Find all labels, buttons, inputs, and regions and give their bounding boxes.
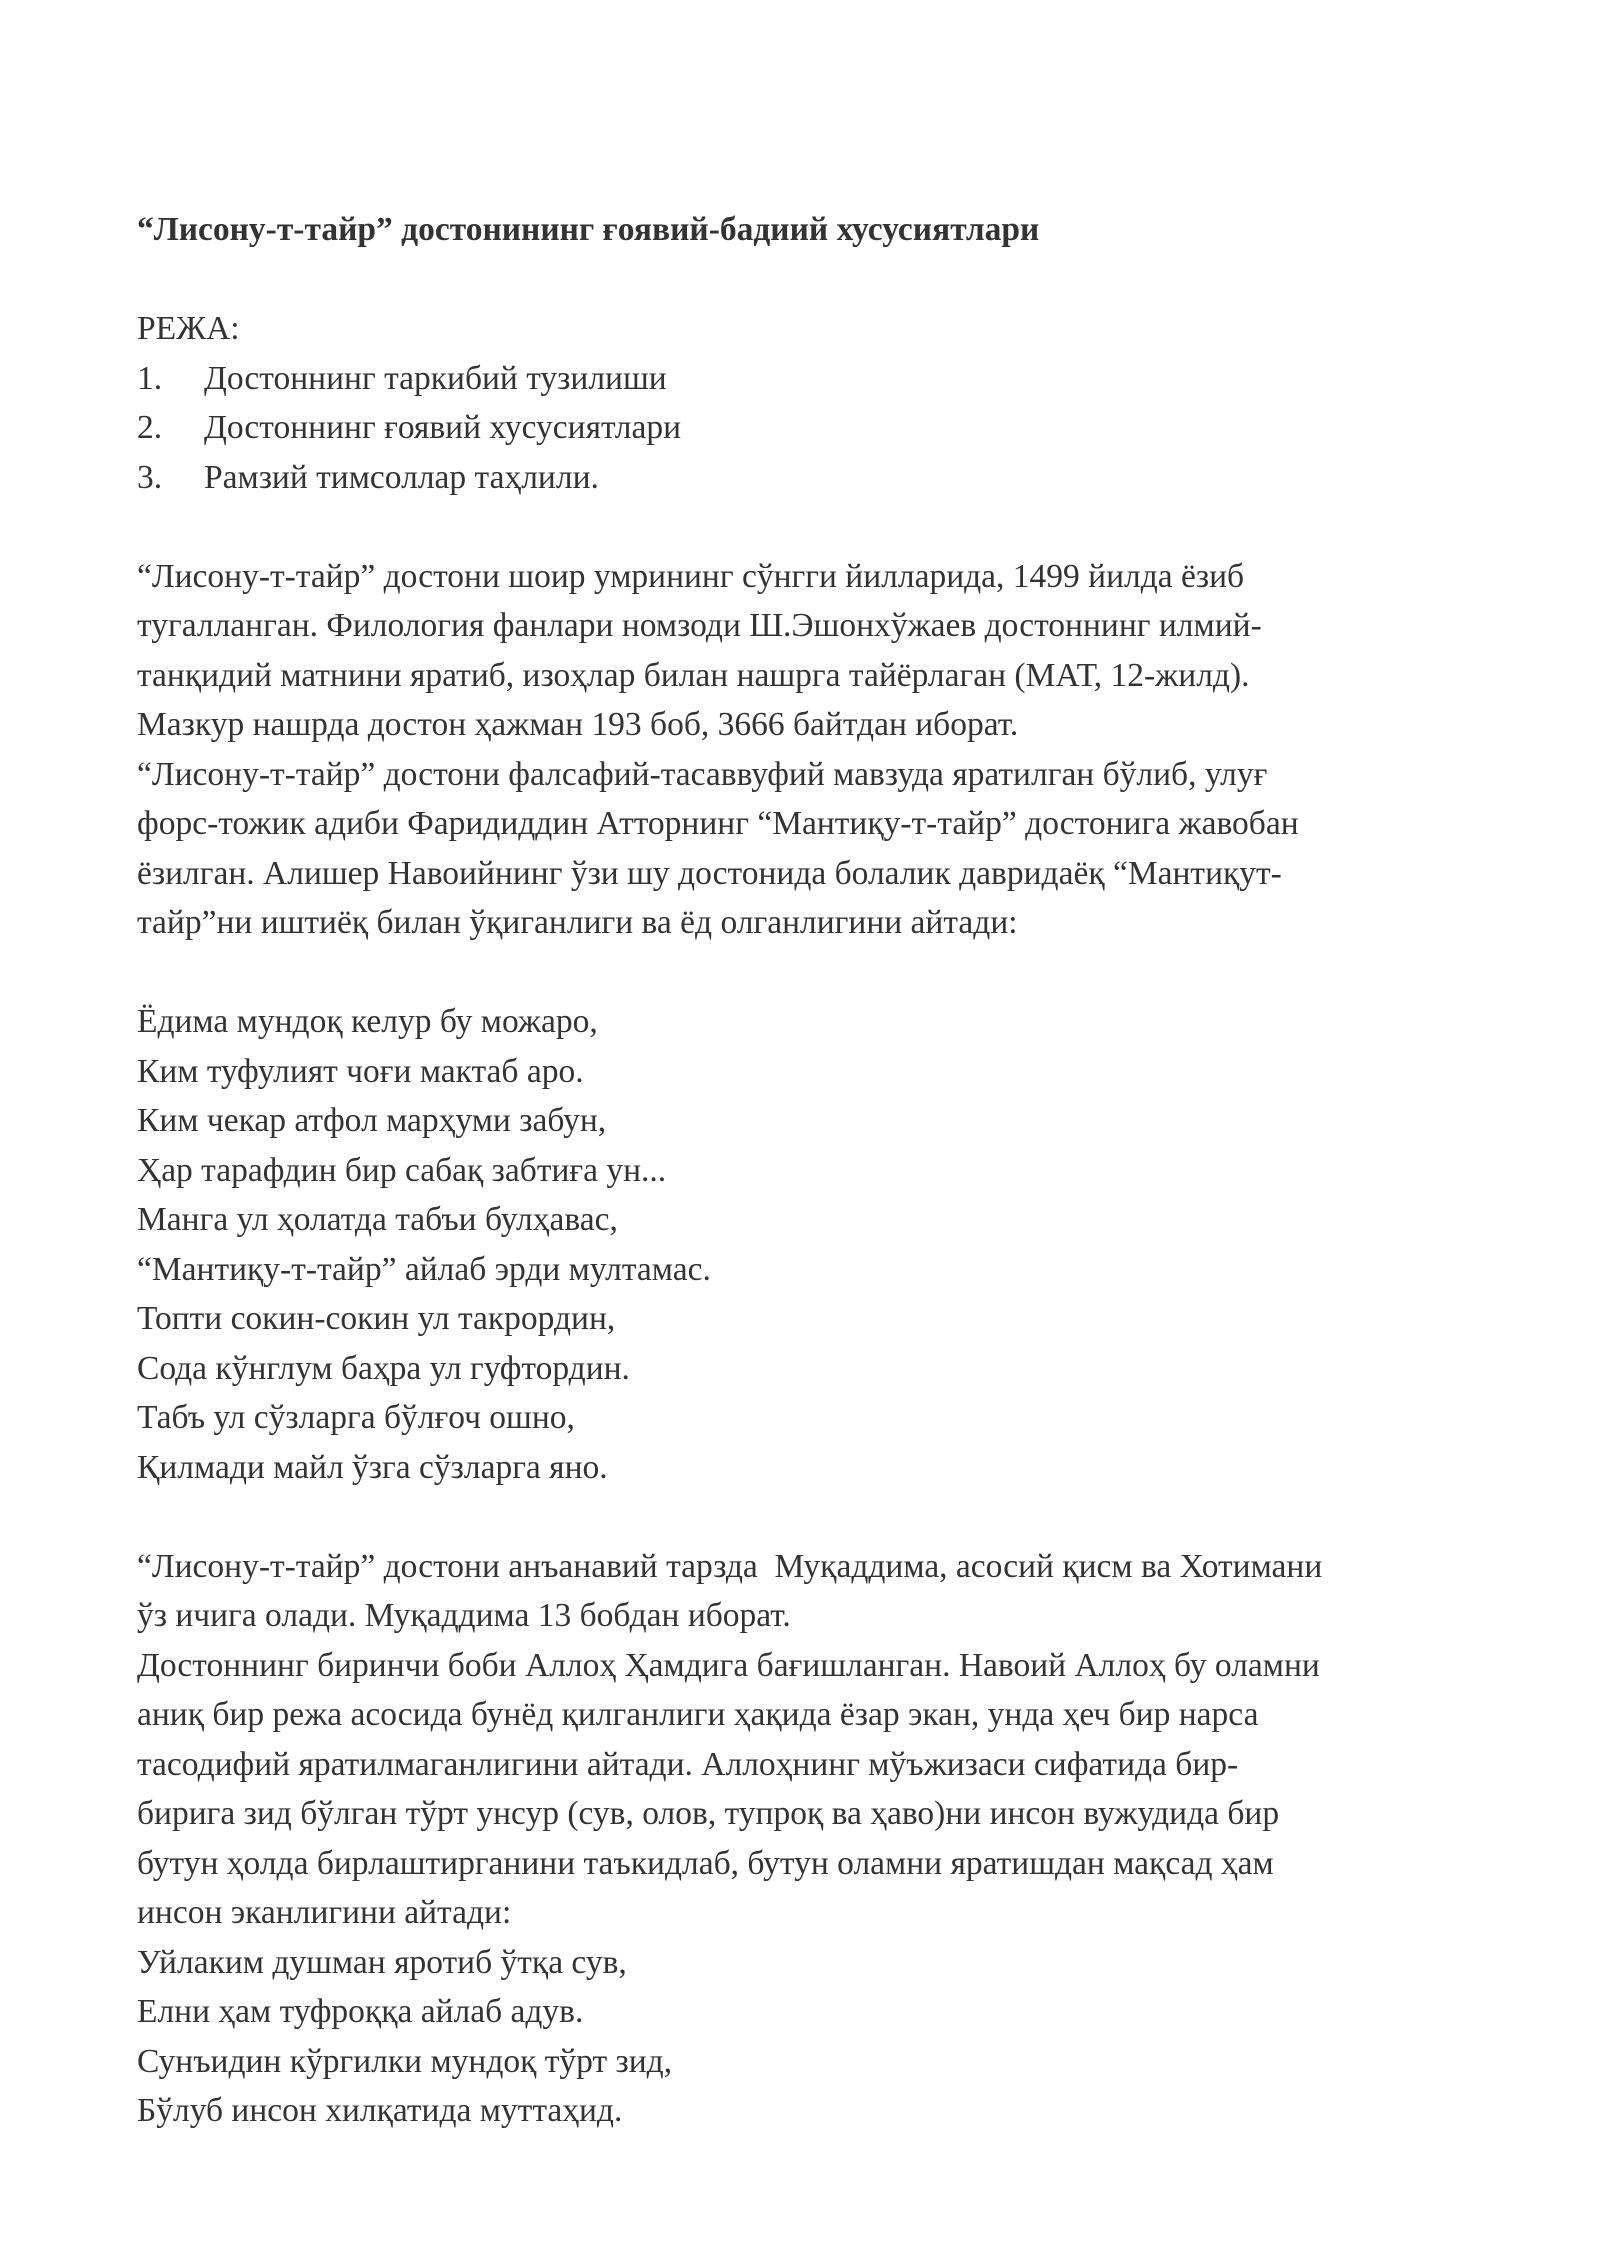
- plan-list: [137, 354, 1477, 503]
- text-line: ўз ичига олади. Муқаддима 13 бобдан иборат.: [137, 1597, 791, 1634]
- plan-item-number: 1.: [137, 359, 163, 397]
- text-line: форс-тожик адиби Фаридиддин Атторнинг “Мантиқу-т-тайр” достонига жавобан: [137, 805, 1299, 842]
- intro-paragraph: [137, 552, 1477, 948]
- poem-line: Ким чекар атфол марҳуми забун,: [137, 1102, 607, 1139]
- spacer: [137, 948, 1477, 998]
- plan-heading: РЕЖА:: [137, 310, 240, 347]
- plan-item-text: Достоннинг ғоявий хусусиятлари: [204, 409, 682, 446]
- spacer: [137, 255, 1477, 305]
- poem-line: Манга ул ҳолатда табъи булҳавас,: [137, 1201, 618, 1238]
- text-line: бирига зид бўлган тўрт унсур (сув, олов, тупроқ ва ҳаво)ни инсон вужудида бир: [137, 1795, 1280, 1832]
- text-line: танқидий матнини яратиб, изоҳлар билан нашрга тайёрлаган (МАТ, 12-жилд).: [137, 656, 1250, 694]
- text-line: тугалланган. Филология фанлари номзоди Ш.Эшонхўжаев достоннинг илмий-: [137, 607, 1262, 644]
- poem-line: Сода кўнглум баҳра ул гуфтордин.: [137, 1349, 630, 1387]
- text-line: бутун ҳолда бирлаштирганини таъкидлаб, бутун оламни яратишдан мақсад ҳам: [137, 1844, 1274, 1882]
- text-line: тасодифий яратилмаганлигини айтади. Аллоҳнинг мўъжизаси сифатида бир-: [137, 1745, 1239, 1783]
- poem-quote-2: [137, 1938, 1477, 2136]
- poem-line: Ҳар тарафдин бир сабақ забтиға ун...: [137, 1151, 667, 1189]
- text-line: Мазкур нашрда достон ҳажман 193 боб, 3666 байтдан иборат.: [137, 706, 1019, 743]
- poem-line: Табъ ул сўзларга бўлғоч ошно,: [137, 1399, 575, 1436]
- text-line: Достоннинг биринчи боби Аллоҳ Ҳамдига бағишланган. Навоий Аллоҳ бу оламни: [137, 1646, 1320, 1684]
- text-line: “Лисону-т-тайр” достони шоир умрининг сўнгги йилларида, 1499 йилда ёзиб: [137, 557, 1245, 595]
- poem-line: “Мантиқу-т-тайр” айлаб эрди мултамас.: [137, 1250, 711, 1288]
- poem-quote-1: [137, 997, 1477, 1492]
- poem-line: Топти сокин-сокин ул такрордин,: [137, 1300, 616, 1337]
- poem-line: Ким туфулият чоғи мактаб аро.: [137, 1052, 584, 1090]
- text-line: “Лисону-т-тайр” достони анъанавий тарзда Муқаддима, асосий қисм ва Хотимани: [137, 1547, 1323, 1585]
- document-title: “Лисону-т-тайр” достонининг ғоявий-бадиий хусусиятлари: [137, 211, 1040, 248]
- poem-line: Елни ҳам туфроққа айлаб адув.: [137, 1993, 584, 2030]
- poem-line: Ёдима мундоқ келур бу можаро,: [137, 1003, 598, 1040]
- poem-line: Бўлуб инсон хилқатида муттаҳид.: [137, 2092, 623, 2129]
- plan-item-number: 3.: [137, 458, 163, 496]
- text-line: инсон эканлигини айтади:: [137, 1894, 512, 1931]
- poem-line: Сунъидин кўргилки мундоқ тўрт зид,: [137, 2042, 673, 2080]
- plan-item: [137, 453, 1477, 503]
- plan-item-text: Рамзий тимсоллар таҳлили.: [204, 458, 599, 496]
- plan-item-text: Достоннинг таркибий тузилиши: [204, 359, 667, 397]
- spacer: [137, 1492, 1477, 1542]
- body-paragraph: [137, 1542, 1477, 1938]
- text-line: аниқ бир режа асосида бунёд қилганлиги ҳақида ёзар экан, унда ҳеч бир нарса: [137, 1696, 1259, 1733]
- poem-line: Қилмади майл ўзга сўзларга яно.: [137, 1448, 608, 1486]
- poem-line: Уйлаким душман яротиб ўтқа сув,: [137, 1943, 627, 1981]
- text-line: “Лисону-т-тайр” достони фалсафий-тасаввуфий мавзуда яратилган бўлиб, улуғ: [137, 755, 1268, 793]
- plan-item-number: 2.: [137, 409, 163, 446]
- text-line: тайр”ни иштиёқ билан ўқиганлиги ва ёд олганлигини айтади:: [137, 904, 1018, 941]
- spacer: [137, 502, 1477, 552]
- text-line: ёзилган. Алишер Навоийнинг ўзи шу достонида болалик давридаёқ “Мантиқут-: [137, 854, 1282, 892]
- plan-item: [137, 354, 1477, 404]
- plan-item: [137, 403, 1477, 453]
- document-page: [137, 205, 1477, 2136]
